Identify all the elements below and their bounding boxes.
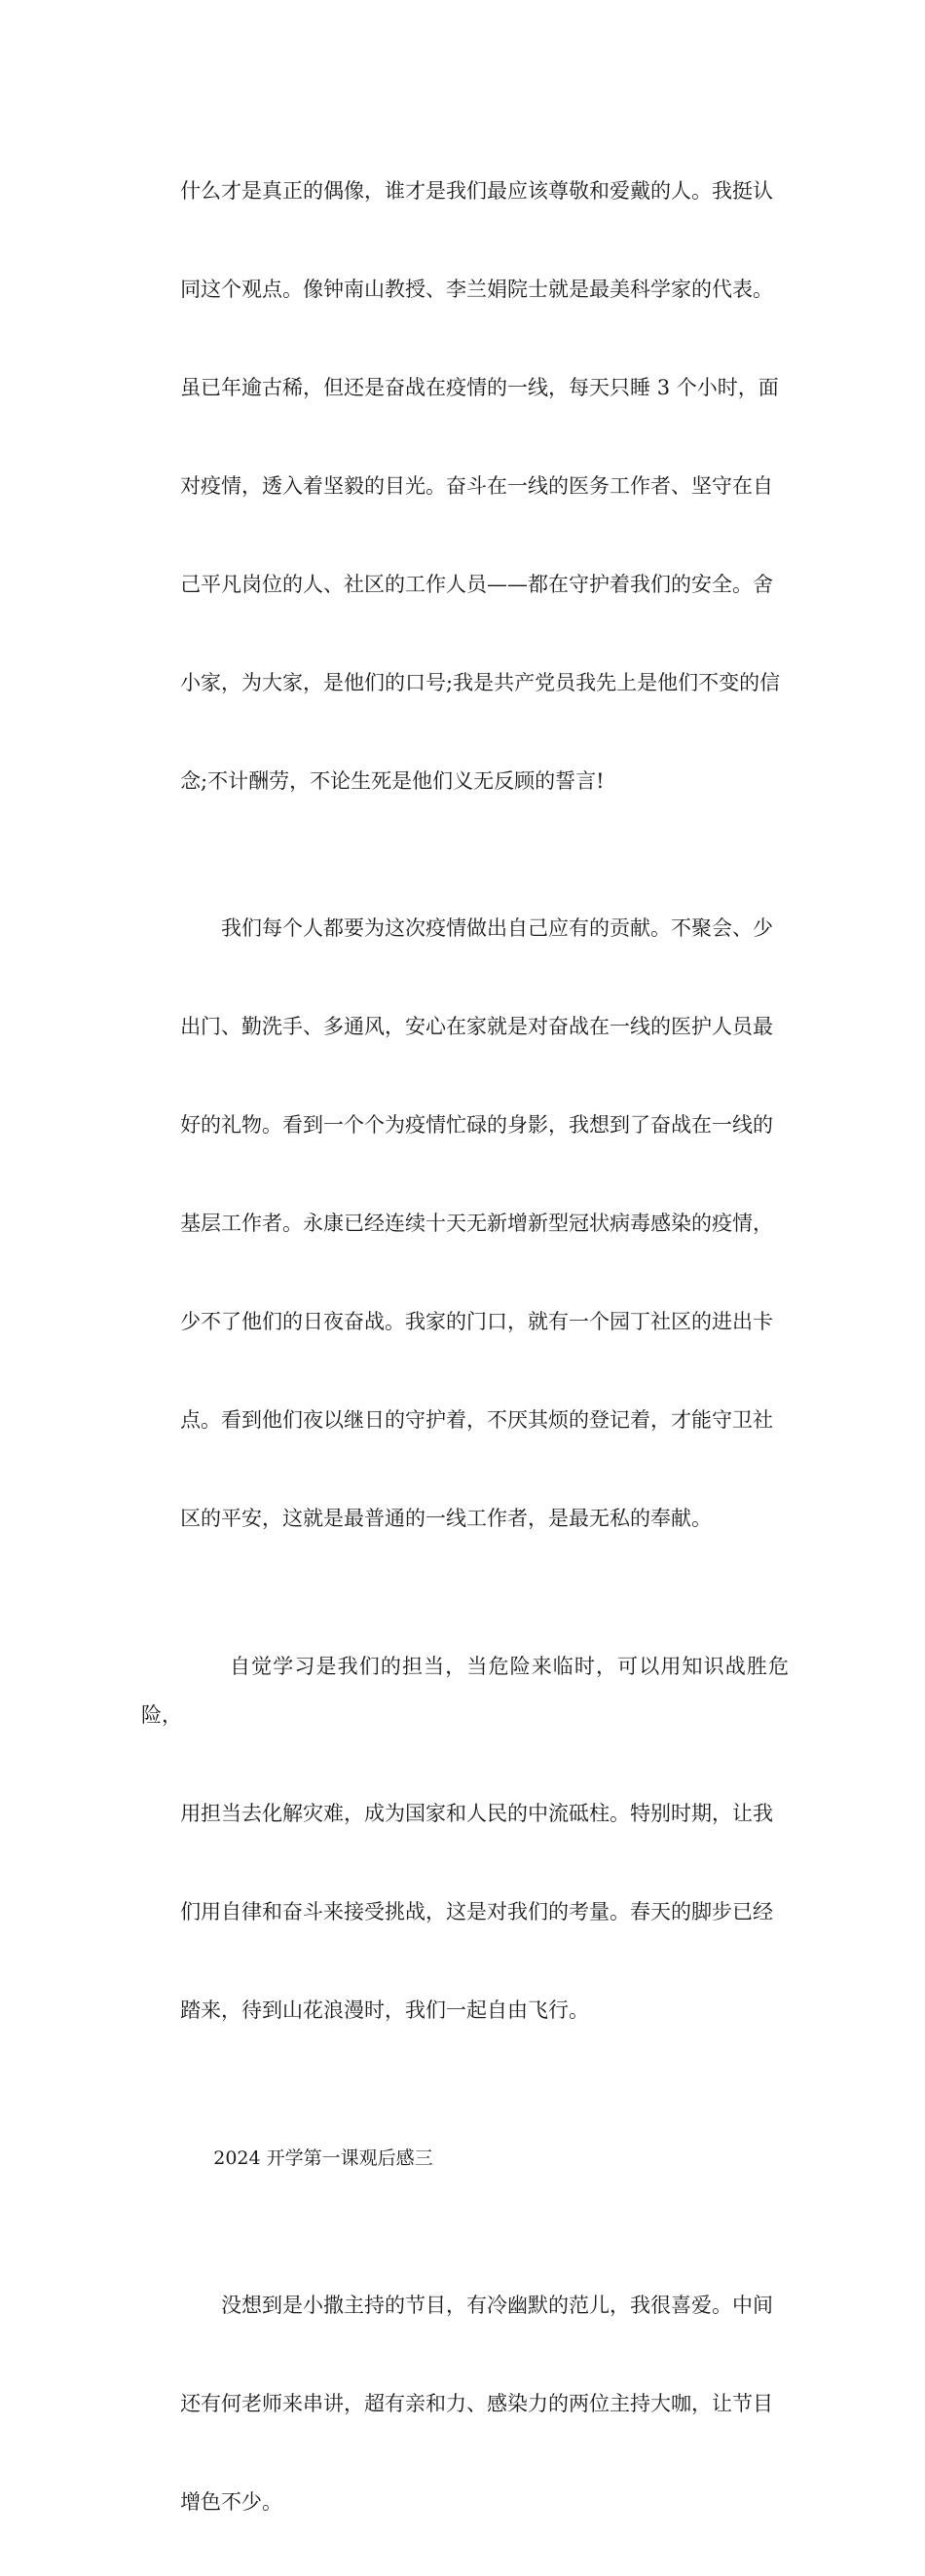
text-line: 同这个观点。像钟南山教授、李兰娟院士就是最美科学家的代表。 — [180, 278, 773, 301]
paragraph-2 — [141, 855, 789, 1593]
text-line: 自觉学习是我们的担当，当危险来临时，可以用知识战胜危险， — [141, 1655, 789, 1728]
text-line: 区的平安，这就是最普通的一线工作者，是最无私的奉献。 — [180, 1507, 712, 1530]
heading-text: 2024 开学第一课观后感三 — [176, 2147, 432, 2169]
text-line: 踏来，待到山花浪漫时，我们一起自由飞行。 — [180, 1998, 589, 2022]
text-line: 什么才是真正的偶像，谁才是我们最应该尊敬和爱戴的人。我挺认 — [180, 179, 773, 203]
text-line: 小家，为大家，是他们的口号;我是共产党员我先上是他们不变的信 — [180, 671, 780, 694]
text-line: 出门、勤洗手、多通风，安心在家就是对奋战在一线的医护人员最 — [180, 1015, 773, 1038]
text-line: 我们每个人都要为这次疫情做出自己应有的贡献。不聚会、少 — [180, 916, 773, 940]
text-line: 还有何老师来串讲，超有亲和力、感染力的两位主持大咖，让节目 — [180, 2392, 773, 2415]
text-line: 点。看到他们夜以继日的守护着，不厌其烦的登记着，才能守卫社 — [180, 1408, 773, 1432]
text-line: 基层工作者。永康已经连续十天无新增新型冠状病毒感染的疫情， — [180, 1212, 773, 1235]
text-line: 念;不计酬劳，不论生死是他们义无反顾的誓言! — [180, 769, 605, 793]
text-line: 少不了他们的日夜奋战。我家的门口，就有一个园丁社区的进出卡 — [180, 1310, 773, 1333]
text-line: 对疫情，透入着坚毅的目光。奋斗在一线的医务工作者、坚守在自 — [180, 474, 773, 498]
text-line: 没想到是小撒主持的节目，有冷幽默的范儿，我很喜爱。中间 — [180, 2294, 773, 2317]
body-text — [141, 117, 789, 2576]
text-line: 增色不少。 — [180, 2490, 282, 2514]
paragraph-1 — [141, 117, 789, 855]
text-line: 好的礼物。看到一个个为疫情忙碌的身影，我想到了奋战在一线的 — [180, 1113, 773, 1137]
text-line: 虽已年逾古稀，但还是奋战在疫情的一线，每天只睡 3 个小时，面 — [180, 376, 779, 399]
paragraph-3 — [141, 1592, 789, 2084]
text-line: 己平凡岗位的人、社区的工作人员——都在守护着我们的安全。舍 — [180, 573, 773, 596]
paragraph-5 — [141, 2232, 789, 2576]
text-line: 们用自律和奋斗来接受挑战，这是对我们的考量。春天的脚步已经 — [180, 1900, 773, 1923]
text-line: 用担当去化解灾难，成为国家和人民的中流砥柱。特别时期，让我 — [180, 1802, 773, 1825]
section-heading — [141, 2084, 789, 2232]
